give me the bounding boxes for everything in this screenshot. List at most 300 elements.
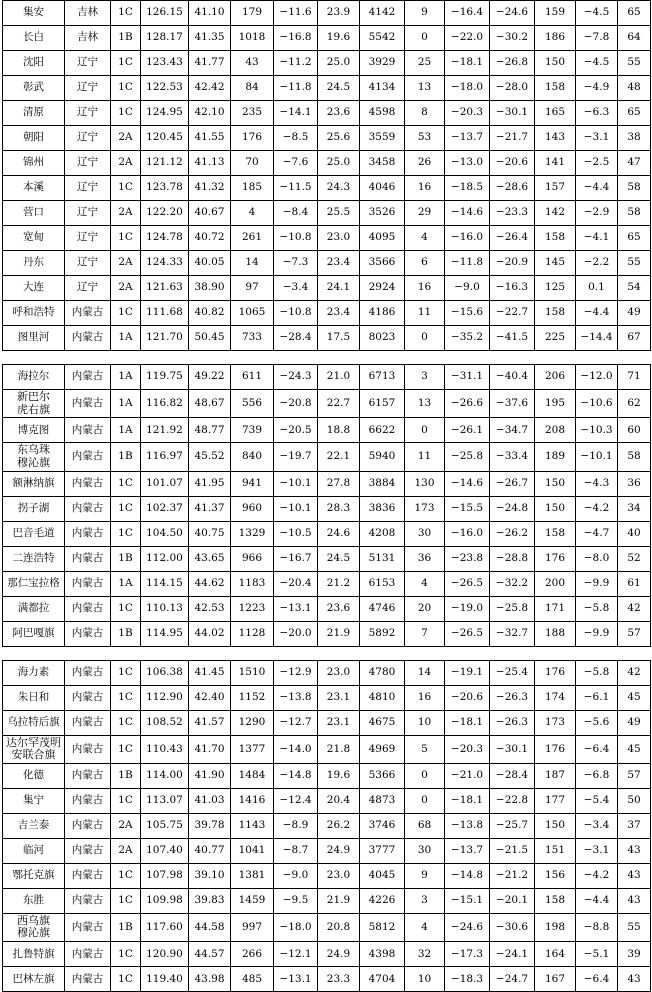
province-cell: 内蒙古 — [65, 546, 111, 571]
value-cell: 121.70 — [141, 326, 189, 351]
table-row — [3, 596, 651, 621]
value-cell: 21.9 — [318, 621, 360, 646]
value-cell: −20.1 — [490, 888, 535, 913]
value-cell: 30 — [405, 521, 445, 546]
value-cell: −19.7 — [274, 443, 318, 471]
value-cell: −26.8 — [490, 51, 535, 76]
value-cell: 3777 — [360, 838, 405, 863]
value-cell: 41.10 — [189, 1, 231, 26]
value-cell: 158 — [535, 226, 576, 251]
value-cell: 5366 — [360, 763, 405, 788]
value-cell: 176 — [231, 126, 274, 151]
value-cell: −2.9 — [576, 201, 618, 226]
value-cell: 48 — [618, 76, 651, 101]
value-cell: 1152 — [231, 685, 274, 710]
value-cell: 43 — [618, 967, 651, 992]
value-cell: −18.5 — [445, 176, 490, 201]
value-cell: 123.78 — [141, 176, 189, 201]
value-cell: −14.4 — [576, 326, 618, 351]
table-row — [3, 710, 651, 735]
value-cell: −37.6 — [490, 390, 535, 418]
value-cell: 110.43 — [141, 735, 189, 763]
value-cell: 41.03 — [189, 788, 231, 813]
value-cell: 55 — [618, 51, 651, 76]
value-cell: 261 — [231, 226, 274, 251]
value-cell: 7 — [405, 621, 445, 646]
value-cell: 4 — [405, 571, 445, 596]
value-cell: 1128 — [231, 621, 274, 646]
table-row — [3, 685, 651, 710]
value-cell: 48.67 — [189, 390, 231, 418]
value-cell: 41.95 — [189, 471, 231, 496]
value-cell: 117.60 — [141, 913, 189, 941]
table-row — [3, 226, 651, 251]
table-row — [3, 126, 651, 151]
province-cell: 内蒙古 — [65, 838, 111, 863]
province-cell: 内蒙古 — [65, 942, 111, 967]
value-cell: 16 — [405, 176, 445, 201]
value-cell: −23.3 — [490, 201, 535, 226]
value-cell: 206 — [535, 365, 576, 390]
province-cell: 内蒙古 — [65, 471, 111, 496]
station-name-cell: 扎鲁特旗 — [3, 942, 65, 967]
value-cell: 3566 — [360, 251, 405, 276]
province-cell: 内蒙古 — [65, 710, 111, 735]
table-row — [3, 276, 651, 301]
value-cell: 112.00 — [141, 546, 189, 571]
value-cell: 61 — [618, 571, 651, 596]
value-cell: 55 — [618, 251, 651, 276]
value-cell: 188 — [535, 621, 576, 646]
value-cell: 105.75 — [141, 813, 189, 838]
value-cell: −18.1 — [445, 710, 490, 735]
value-cell: 13 — [405, 390, 445, 418]
station-name-cell: 巴林左旗 — [3, 967, 65, 992]
value-cell: 41.32 — [189, 176, 231, 201]
value-cell: 6 — [405, 251, 445, 276]
table-row — [3, 301, 651, 326]
value-cell: 36 — [405, 546, 445, 571]
value-cell: −13.7 — [445, 838, 490, 863]
value-cell: −2.5 — [576, 151, 618, 176]
zone-code-cell: 1C — [111, 521, 141, 546]
value-cell: 23.1 — [318, 710, 360, 735]
province-cell: 辽宁 — [65, 126, 111, 151]
value-cell: −10.6 — [576, 390, 618, 418]
value-cell: −7.6 — [274, 151, 318, 176]
value-cell: −3.4 — [576, 813, 618, 838]
value-cell: 6157 — [360, 390, 405, 418]
value-cell: 21.9 — [318, 888, 360, 913]
zone-code-cell: 1C — [111, 596, 141, 621]
zone-code-cell: 1B — [111, 621, 141, 646]
province-cell: 内蒙古 — [65, 913, 111, 941]
table-row — [3, 326, 651, 351]
table-row — [3, 365, 651, 390]
station-name-cell: 沈阳 — [3, 51, 65, 76]
value-cell: −4.2 — [576, 863, 618, 888]
value-cell: 9 — [405, 1, 445, 26]
value-cell: −14.8 — [274, 763, 318, 788]
province-cell: 辽宁 — [65, 176, 111, 201]
value-cell: −8.0 — [576, 546, 618, 571]
value-cell: −25.8 — [445, 443, 490, 471]
value-cell: 24.1 — [318, 276, 360, 301]
table-row — [3, 788, 651, 813]
table-row — [3, 571, 651, 596]
value-cell: −32.7 — [490, 621, 535, 646]
value-cell: −8.9 — [274, 813, 318, 838]
value-cell: 3 — [405, 888, 445, 913]
value-cell: 176 — [535, 735, 576, 763]
value-cell: 124.78 — [141, 226, 189, 251]
value-cell: 1459 — [231, 888, 274, 913]
value-cell: −8.7 — [274, 838, 318, 863]
value-cell: 16 — [405, 276, 445, 301]
value-cell: −4.5 — [576, 1, 618, 26]
value-cell: −9.5 — [274, 888, 318, 913]
value-cell: 966 — [231, 546, 274, 571]
value-cell: 124.95 — [141, 101, 189, 126]
zone-code-cell: 1C — [111, 301, 141, 326]
value-cell: −13.8 — [445, 813, 490, 838]
value-cell: 32 — [405, 942, 445, 967]
value-cell: 960 — [231, 496, 274, 521]
value-cell: 41.57 — [189, 710, 231, 735]
value-cell: 4675 — [360, 710, 405, 735]
value-cell: 38 — [618, 126, 651, 151]
value-cell: 39 — [618, 942, 651, 967]
value-cell: −10.3 — [576, 418, 618, 443]
value-cell: −4.4 — [576, 888, 618, 913]
station-name-cell: 西乌旗 穆沁旗 — [3, 913, 65, 941]
value-cell: 150 — [535, 471, 576, 496]
province-cell: 内蒙古 — [65, 888, 111, 913]
value-cell: 50.45 — [189, 326, 231, 351]
value-cell: 130 — [405, 471, 445, 496]
province-cell: 内蒙古 — [65, 496, 111, 521]
zone-code-cell: 1C — [111, 967, 141, 992]
value-cell: 21.8 — [318, 735, 360, 763]
value-cell: 187 — [535, 763, 576, 788]
value-cell: 8023 — [360, 326, 405, 351]
value-cell: 116.97 — [141, 443, 189, 471]
value-cell: 54 — [618, 276, 651, 301]
value-cell: −14.1 — [274, 101, 318, 126]
zone-code-cell: 2A — [111, 201, 141, 226]
value-cell: −14.6 — [445, 201, 490, 226]
province-cell: 内蒙古 — [65, 596, 111, 621]
value-cell: −2.2 — [576, 251, 618, 276]
value-cell: 52 — [618, 546, 651, 571]
province-cell: 内蒙古 — [65, 301, 111, 326]
value-cell: 58 — [618, 201, 651, 226]
value-cell: −10.8 — [274, 226, 318, 251]
value-cell: 22.7 — [318, 390, 360, 418]
value-cell: 71 — [618, 365, 651, 390]
value-cell: −17.3 — [445, 942, 490, 967]
value-cell: −21.5 — [490, 838, 535, 863]
value-cell: 23.4 — [318, 301, 360, 326]
value-cell: −12.4 — [274, 788, 318, 813]
province-cell: 内蒙古 — [65, 418, 111, 443]
province-cell: 辽宁 — [65, 76, 111, 101]
province-cell: 内蒙古 — [65, 443, 111, 471]
station-name-cell: 彰武 — [3, 76, 65, 101]
value-cell: 21.2 — [318, 571, 360, 596]
province-cell: 内蒙古 — [65, 521, 111, 546]
value-cell: 5812 — [360, 913, 405, 941]
table-row — [3, 201, 651, 226]
value-cell: −26.4 — [490, 226, 535, 251]
value-cell: 41.13 — [189, 151, 231, 176]
data-table — [2, 364, 651, 647]
value-cell: 8 — [405, 101, 445, 126]
table-row — [3, 863, 651, 888]
station-name-cell: 集安 — [3, 1, 65, 26]
value-cell: 128.17 — [141, 26, 189, 51]
value-cell: 6622 — [360, 418, 405, 443]
value-cell: 10 — [405, 710, 445, 735]
value-cell: 23.9 — [318, 1, 360, 26]
value-cell: 4780 — [360, 660, 405, 685]
value-cell: −33.4 — [490, 443, 535, 471]
value-cell: −4.4 — [576, 301, 618, 326]
value-cell: −25.8 — [490, 596, 535, 621]
value-cell: 23.1 — [318, 685, 360, 710]
value-cell: −26.2 — [490, 521, 535, 546]
value-cell: −24.6 — [445, 913, 490, 941]
value-cell: −32.2 — [490, 571, 535, 596]
value-cell: 42.10 — [189, 101, 231, 126]
value-cell: −23.8 — [445, 546, 490, 571]
station-name-cell: 新巴尔 虎右旗 — [3, 390, 65, 418]
value-cell: 4969 — [360, 735, 405, 763]
station-name-cell: 吉兰泰 — [3, 813, 65, 838]
value-cell: 45.52 — [189, 443, 231, 471]
table-row — [3, 471, 651, 496]
value-cell: 485 — [231, 967, 274, 992]
value-cell: 19.6 — [318, 763, 360, 788]
value-cell: 5542 — [360, 26, 405, 51]
value-cell: 45 — [618, 685, 651, 710]
value-cell: 22.1 — [318, 443, 360, 471]
value-cell: 40 — [618, 521, 651, 546]
value-cell: 24.3 — [318, 176, 360, 201]
value-cell: −4.5 — [576, 51, 618, 76]
value-cell: 44.02 — [189, 621, 231, 646]
value-cell: 23.6 — [318, 101, 360, 126]
station-name-cell: 化德 — [3, 763, 65, 788]
province-cell: 内蒙古 — [65, 621, 111, 646]
zone-code-cell: 1C — [111, 888, 141, 913]
value-cell: −13.1 — [274, 596, 318, 621]
value-cell: −26.3 — [490, 710, 535, 735]
value-cell: −14.0 — [274, 735, 318, 763]
province-cell: 辽宁 — [65, 51, 111, 76]
value-cell: 0 — [405, 418, 445, 443]
value-cell: 23.3 — [318, 967, 360, 992]
value-cell: 43.98 — [189, 967, 231, 992]
value-cell: 1290 — [231, 710, 274, 735]
value-cell: 4 — [405, 226, 445, 251]
province-cell: 吉林 — [65, 26, 111, 51]
table-row — [3, 763, 651, 788]
zone-code-cell: 2A — [111, 813, 141, 838]
value-cell: 0 — [405, 26, 445, 51]
value-cell: 4045 — [360, 863, 405, 888]
value-cell: 4704 — [360, 967, 405, 992]
value-cell: 4 — [231, 201, 274, 226]
value-cell: −3.1 — [576, 838, 618, 863]
value-cell: 123.43 — [141, 51, 189, 76]
zone-code-cell: 2A — [111, 276, 141, 301]
value-cell: −19.1 — [445, 660, 490, 685]
value-cell: −21.7 — [490, 126, 535, 151]
value-cell: 1065 — [231, 301, 274, 326]
value-cell: 174 — [535, 685, 576, 710]
value-cell: −13.0 — [445, 151, 490, 176]
value-cell: −24.6 — [490, 1, 535, 26]
zone-code-cell: 1A — [111, 571, 141, 596]
value-cell: −20.8 — [274, 390, 318, 418]
value-cell: −12.9 — [274, 660, 318, 685]
value-cell: 70 — [231, 151, 274, 176]
value-cell: −6.8 — [576, 763, 618, 788]
value-cell: 4095 — [360, 226, 405, 251]
table-row — [3, 26, 651, 51]
value-cell: 186 — [535, 26, 576, 51]
value-cell: 68 — [405, 813, 445, 838]
value-cell: −15.5 — [445, 496, 490, 521]
zone-code-cell: 1B — [111, 26, 141, 51]
value-cell: 157 — [535, 176, 576, 201]
value-cell: −30.2 — [490, 26, 535, 51]
value-cell: 122.20 — [141, 201, 189, 226]
value-cell: 4 — [405, 913, 445, 941]
value-cell: 44.58 — [189, 913, 231, 941]
value-cell: 126.15 — [141, 1, 189, 26]
value-cell: −24.7 — [490, 967, 535, 992]
block-separator — [2, 647, 650, 660]
value-cell: 113.07 — [141, 788, 189, 813]
value-cell: −10.8 — [274, 301, 318, 326]
value-cell: −5.6 — [576, 710, 618, 735]
value-cell: −24.3 — [274, 365, 318, 390]
value-cell: 14 — [405, 660, 445, 685]
value-cell: 159 — [535, 1, 576, 26]
value-cell: 0 — [405, 788, 445, 813]
value-cell: −40.4 — [490, 365, 535, 390]
value-cell: −26.7 — [490, 471, 535, 496]
value-cell: 158 — [535, 301, 576, 326]
value-cell: −20.4 — [274, 571, 318, 596]
value-cell: 10 — [405, 967, 445, 992]
value-cell: 38.90 — [189, 276, 231, 301]
value-cell: −7.3 — [274, 251, 318, 276]
value-cell: 3929 — [360, 51, 405, 76]
station-name-cell: 东乌珠 穆沁旗 — [3, 443, 65, 471]
station-name-cell: 锦州 — [3, 151, 65, 176]
value-cell: 4810 — [360, 685, 405, 710]
zone-code-cell: 1C — [111, 51, 141, 76]
value-cell: −15.6 — [445, 301, 490, 326]
station-name-cell: 东胜 — [3, 888, 65, 913]
value-cell: 26.2 — [318, 813, 360, 838]
value-cell: −31.1 — [445, 365, 490, 390]
value-cell: −9.0 — [445, 276, 490, 301]
value-cell: −8.8 — [576, 913, 618, 941]
value-cell: 62 — [618, 390, 651, 418]
value-cell: 941 — [231, 471, 274, 496]
value-cell: 42 — [618, 660, 651, 685]
value-cell: 121.63 — [141, 276, 189, 301]
value-cell: −10.1 — [274, 496, 318, 521]
value-cell: 41.77 — [189, 51, 231, 76]
value-cell: 266 — [231, 942, 274, 967]
value-cell: 158 — [535, 888, 576, 913]
province-cell: 内蒙古 — [65, 763, 111, 788]
value-cell: 1183 — [231, 571, 274, 596]
station-name-cell: 集宁 — [3, 788, 65, 813]
value-cell: −10.1 — [576, 443, 618, 471]
value-cell: −18.1 — [445, 51, 490, 76]
province-cell: 内蒙古 — [65, 967, 111, 992]
value-cell: 1484 — [231, 763, 274, 788]
value-cell: −4.7 — [576, 521, 618, 546]
value-cell: −22.8 — [490, 788, 535, 813]
value-cell: 3559 — [360, 126, 405, 151]
value-cell: 41.35 — [189, 26, 231, 51]
zone-code-cell: 2A — [111, 151, 141, 176]
value-cell: −12.1 — [274, 942, 318, 967]
table-blocks-container — [2, 0, 650, 992]
value-cell: −18.0 — [274, 913, 318, 941]
value-cell: −26.3 — [490, 685, 535, 710]
value-cell: 20.4 — [318, 788, 360, 813]
value-cell: −16.4 — [445, 1, 490, 26]
value-cell: −3.4 — [274, 276, 318, 301]
value-cell: 3526 — [360, 201, 405, 226]
table-row — [3, 390, 651, 418]
value-cell: 65 — [618, 226, 651, 251]
value-cell: 41.55 — [189, 126, 231, 151]
station-name-cell: 海拉尔 — [3, 365, 65, 390]
province-cell: 内蒙古 — [65, 863, 111, 888]
value-cell: 41.45 — [189, 660, 231, 685]
zone-code-cell: 2A — [111, 251, 141, 276]
value-cell: 1223 — [231, 596, 274, 621]
value-cell: 150 — [535, 51, 576, 76]
value-cell: 143 — [535, 126, 576, 151]
value-cell: −13.7 — [445, 126, 490, 151]
value-cell: 997 — [231, 913, 274, 941]
value-cell: −8.5 — [274, 126, 318, 151]
zone-code-cell: 1C — [111, 176, 141, 201]
value-cell: −18.3 — [445, 967, 490, 992]
province-cell: 内蒙古 — [65, 813, 111, 838]
table-row — [3, 51, 651, 76]
table-row — [3, 621, 651, 646]
value-cell: 43 — [618, 863, 651, 888]
value-cell: −3.1 — [576, 126, 618, 151]
province-cell: 辽宁 — [65, 151, 111, 176]
zone-code-cell: 1C — [111, 863, 141, 888]
value-cell: −21.0 — [445, 763, 490, 788]
value-cell: 37 — [618, 813, 651, 838]
value-cell: 150 — [535, 496, 576, 521]
value-cell: 55 — [618, 913, 651, 941]
